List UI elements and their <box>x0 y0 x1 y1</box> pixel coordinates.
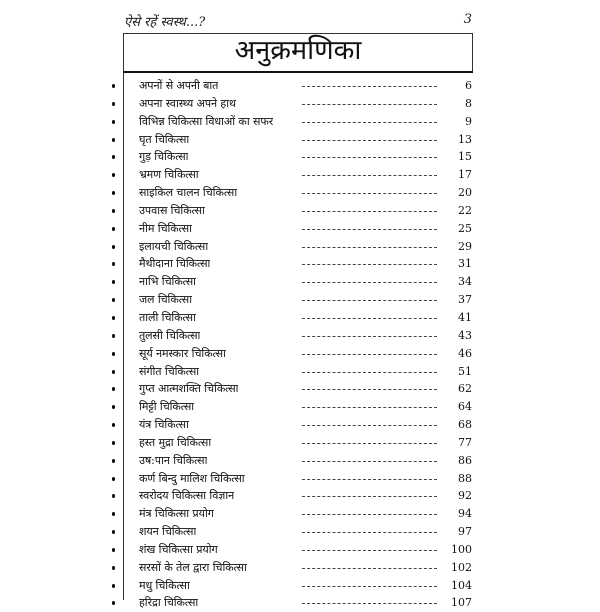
toc-entry-label: मंत्र चिकित्सा प्रयोग <box>139 507 214 521</box>
page-number: 3 <box>463 12 472 27</box>
toc-row <box>112 291 472 309</box>
dot-leader <box>302 247 437 248</box>
toc-page-number: 6 <box>465 79 472 92</box>
dot-leader <box>302 122 437 123</box>
bullet-icon <box>112 477 115 481</box>
toc-row <box>112 416 472 434</box>
dot-leader <box>302 568 437 569</box>
dot-leader <box>302 282 437 283</box>
toc-row <box>112 273 472 291</box>
toc-row <box>112 345 472 363</box>
contents-title: अनुक्रमणिका <box>234 35 362 66</box>
toc-page-number: 77 <box>458 435 472 449</box>
toc-entry-label: विभिन्न चिकित्सा विधाओं का सफर <box>139 114 274 128</box>
dot-leader <box>302 264 437 265</box>
bullet-icon <box>112 512 115 516</box>
bullet-icon <box>112 352 115 356</box>
bullet-icon <box>112 370 115 374</box>
toc-row <box>112 77 472 95</box>
bullet-icon <box>112 494 115 498</box>
toc-page-number: 8 <box>465 96 472 110</box>
bullet-icon <box>112 584 115 588</box>
toc-row <box>112 452 472 470</box>
bullet-icon <box>112 334 115 338</box>
contents-title-box <box>123 33 473 71</box>
toc-row <box>112 202 472 220</box>
toc-row <box>112 398 472 416</box>
bullet-icon <box>112 138 115 142</box>
dot-leader <box>302 300 437 301</box>
toc-row <box>112 327 472 345</box>
toc-row <box>112 148 472 166</box>
bullet-icon <box>112 530 115 534</box>
toc-row <box>112 505 472 523</box>
toc-entry-label: भ्रमण चिकित्सा <box>139 168 199 182</box>
toc-row <box>112 309 472 327</box>
toc-entry-label: स्वरोदय चिकित्सा विज्ञान <box>139 489 235 503</box>
dot-leader <box>302 461 437 462</box>
dot-leader <box>302 140 437 141</box>
bullet-icon <box>112 191 115 195</box>
toc-page-number: 22 <box>458 203 472 217</box>
toc-entry-label: यंत्र चिकित्सा <box>139 418 189 432</box>
toc-row <box>112 577 472 595</box>
toc-entry-label: नाभि चिकित्सा <box>139 275 196 289</box>
bullet-icon <box>112 441 115 445</box>
toc-entry-label: ताली चिकित्सा <box>139 310 196 324</box>
dot-leader <box>302 157 437 158</box>
bullet-icon <box>112 566 115 570</box>
dot-leader <box>302 496 437 497</box>
bullet-icon <box>112 209 115 213</box>
bullet-icon <box>112 601 115 605</box>
toc-entry-label: हस्त मुद्रा चिकित्सा <box>139 435 212 449</box>
running-header: ऐसे रहें स्वस्थ...? <box>124 15 206 30</box>
dot-leader <box>302 407 437 408</box>
toc-row <box>112 470 472 488</box>
bullet-icon <box>112 84 115 88</box>
toc-row <box>112 238 472 256</box>
toc-entry-label: हरिद्रा चिकित्सा <box>139 596 199 610</box>
dot-leader <box>302 372 437 373</box>
bullet-icon <box>112 227 115 231</box>
dot-leader <box>302 211 437 212</box>
dot-leader <box>302 479 437 480</box>
bullet-icon <box>112 262 115 266</box>
bullet-icon <box>112 245 115 249</box>
toc-entry-label: तुलसी चिकित्सा <box>139 328 201 342</box>
toc-entry-label: गुप्त आत्मशक्ति चिकित्सा <box>139 382 239 396</box>
bullet-icon <box>112 316 115 320</box>
title-divider <box>123 71 473 73</box>
toc-entry-label: शंख चिकित्सा प्रयोग <box>139 542 218 556</box>
bullet-icon <box>112 280 115 284</box>
toc-page-number: 94 <box>458 507 472 521</box>
toc-page-number: 29 <box>458 239 472 253</box>
toc-page-number: 102 <box>451 560 472 574</box>
toc-page-number: 64 <box>458 400 472 414</box>
toc-page-number: 62 <box>458 382 472 396</box>
dot-leader <box>302 86 437 87</box>
toc-page-number: 15 <box>458 150 472 164</box>
dot-leader <box>302 550 437 551</box>
dot-leader <box>302 229 437 230</box>
toc-row <box>112 487 472 505</box>
toc-page-number: 17 <box>458 168 472 182</box>
toc-entry-label: संगीत चिकित्सा <box>139 364 200 378</box>
toc-row <box>112 131 472 149</box>
toc-page-number: 107 <box>451 596 472 610</box>
table-of-contents <box>112 77 472 612</box>
toc-page-number: 25 <box>458 221 472 235</box>
toc-row <box>112 434 472 452</box>
toc-row <box>112 220 472 238</box>
dot-leader <box>302 193 437 194</box>
toc-row <box>112 380 472 398</box>
toc-entry-label: कर्ण बिन्दु मालिश चिकित्सा <box>139 471 245 485</box>
toc-entry-label: उष:पान चिकित्सा <box>139 453 208 467</box>
toc-entry-label: मैथीदाना चिकित्सा <box>139 257 211 271</box>
bullet-icon <box>112 405 115 409</box>
toc-row <box>112 184 472 202</box>
toc-entry-label: सरसों के तेल द्वारा चिकित्सा <box>139 560 247 574</box>
toc-entry-label: जल चिकित्सा <box>139 293 192 307</box>
dot-leader <box>302 603 437 604</box>
toc-entry-label: सूर्य नमस्कार चिकित्सा <box>139 346 226 360</box>
dot-leader <box>302 318 437 319</box>
toc-row <box>112 541 472 559</box>
toc-page-number: 34 <box>458 275 472 289</box>
toc-page-number: 88 <box>458 471 472 485</box>
toc-page-number: 92 <box>458 489 472 503</box>
toc-page-number: 86 <box>458 453 472 467</box>
toc-entry-label: उपवास चिकित्सा <box>139 203 205 217</box>
toc-row <box>112 523 472 541</box>
toc-entry-label: साइकिल चालन चिकित्सा <box>139 186 238 200</box>
toc-row <box>112 363 472 381</box>
dot-leader <box>302 336 437 337</box>
toc-entry-label: अपना स्वास्थ्य अपने हाथ <box>139 96 236 110</box>
toc-page-number: 43 <box>458 328 472 342</box>
toc-entry-label: मिट्टी चिकित्सा <box>139 400 195 414</box>
toc-page-number: 51 <box>458 364 472 378</box>
dot-leader <box>302 425 437 426</box>
toc-entry-label: घृत चिकित्सा <box>139 132 190 146</box>
bullet-icon <box>112 548 115 552</box>
toc-row <box>112 95 472 113</box>
toc-page-number: 31 <box>458 257 472 271</box>
dot-leader <box>302 532 437 533</box>
toc-entry-label: गुड़ चिकित्सा <box>139 150 189 164</box>
toc-page-number: 41 <box>458 310 472 324</box>
dot-leader <box>302 389 437 390</box>
bullet-icon <box>112 102 115 106</box>
toc-page-number: 100 <box>451 542 472 556</box>
dot-leader <box>302 443 437 444</box>
bullet-icon <box>112 120 115 124</box>
bullet-icon <box>112 387 115 391</box>
toc-row <box>112 113 472 131</box>
toc-page-number: 97 <box>458 525 472 539</box>
toc-row <box>112 559 472 577</box>
toc-page-number: 37 <box>458 293 472 307</box>
toc-page-number: 46 <box>458 346 472 360</box>
toc-page-number: 68 <box>458 418 472 432</box>
bullet-icon <box>112 173 115 177</box>
dot-leader <box>302 175 437 176</box>
toc-page-number: 9 <box>465 114 472 128</box>
dot-leader <box>302 104 437 105</box>
toc-page-number: 13 <box>458 132 472 146</box>
bullet-icon <box>112 298 115 302</box>
toc-row <box>112 255 472 273</box>
dot-leader <box>302 514 437 515</box>
toc-row <box>112 594 472 612</box>
bullet-icon <box>112 459 115 463</box>
toc-page-number: 104 <box>451 578 472 592</box>
bullet-icon <box>112 423 115 427</box>
bullet-icon <box>112 155 115 159</box>
toc-entry-label: शयन चिकित्सा <box>139 525 197 539</box>
dot-leader <box>302 586 437 587</box>
toc-entry-label: नीम चिकित्सा <box>139 221 192 235</box>
dot-leader <box>302 354 437 355</box>
toc-entry-label: मधु चिकित्सा <box>139 578 190 592</box>
toc-entry-label: अपनों से अपनी बात <box>139 79 219 92</box>
toc-entry-label: इलायची चिकित्सा <box>139 239 209 253</box>
toc-page-number: 20 <box>458 186 472 200</box>
toc-row <box>112 166 472 184</box>
